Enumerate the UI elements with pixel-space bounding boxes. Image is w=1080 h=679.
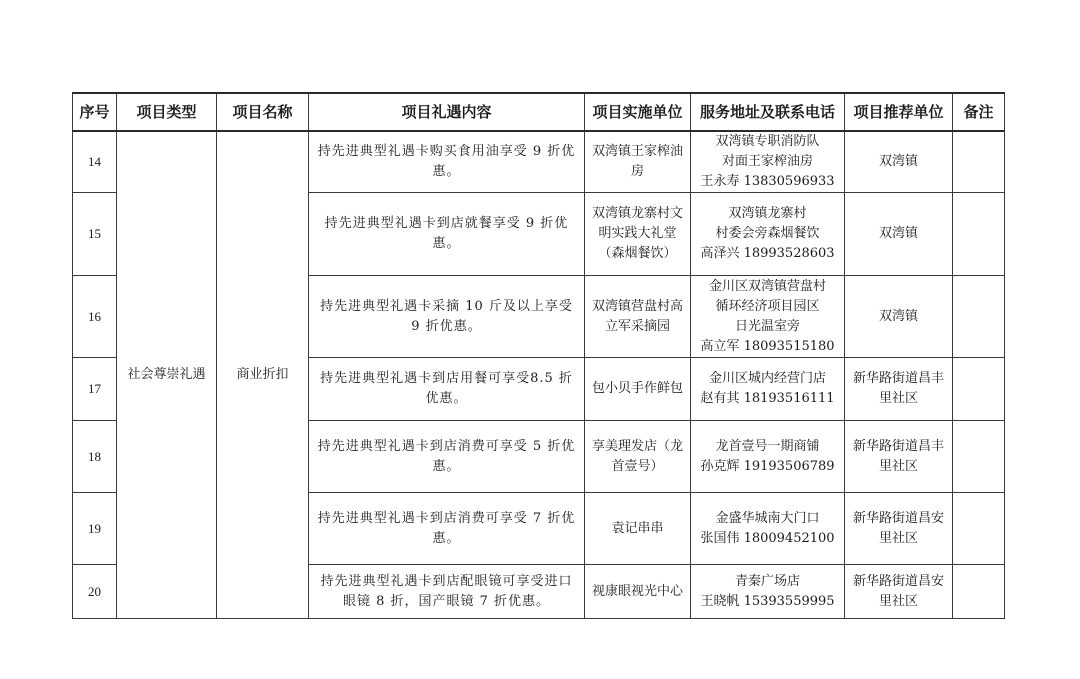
implementing-unit: 包小贝手作鲜包 [585, 358, 691, 421]
header-implementing-unit: 项目实施单位 [585, 93, 691, 131]
remark-cell [953, 193, 1005, 276]
table-header-row [73, 93, 1005, 131]
remark-cell [953, 358, 1005, 421]
row-seq: 19 [73, 493, 117, 565]
benefit-content: 持先进典型礼遇卡到店配眼镜可享受进口眼镜 8 折，国产眼镜 7 折优惠。 [309, 565, 585, 619]
recommending-unit: 新华路街道昌安里社区 [845, 565, 953, 619]
recommending-unit: 双湾镇 [845, 276, 953, 358]
address-phone [691, 131, 845, 193]
contact-line: 高立军 18093515180 [700, 338, 835, 354]
row-seq: 17 [73, 358, 117, 421]
benefits-table [72, 92, 1005, 619]
address-line: 循环经济项目园区 [715, 298, 820, 314]
implementing-unit: 双湾镇营盘村高立军采摘园 [585, 276, 691, 358]
remark-cell [953, 565, 1005, 619]
contact-line: 张国伟 18009452100 [700, 530, 835, 546]
row-seq: 16 [73, 276, 117, 358]
address-phone [691, 493, 845, 565]
recommending-unit: 双湾镇 [845, 193, 953, 276]
implementing-unit: 双湾镇王家榨油房 [585, 131, 691, 193]
address-line: 青秦广场店 [734, 573, 800, 589]
address-line: 双湾镇专职消防队 [715, 134, 820, 149]
benefit-content: 持先进典型礼遇卡购买食用油享受 9 折优惠。 [309, 131, 585, 193]
remark-cell [953, 421, 1005, 493]
header-seq: 序号 [73, 93, 117, 131]
benefit-content: 持先进典型礼遇卡到店用餐可享受8.5 折优惠。 [309, 358, 585, 421]
row-seq: 20 [73, 565, 117, 619]
recommending-unit: 新华路街道昌安里社区 [845, 493, 953, 565]
contact-line: 赵有其 18193516111 [700, 391, 835, 406]
recommending-unit: 新华路街道昌丰里社区 [845, 358, 953, 421]
benefit-content: 持先进典型礼遇卡到店就餐享受 9 折优惠。 [309, 193, 585, 276]
address-line: 村委会旁森烟餐饮 [715, 226, 820, 241]
recommending-unit: 双湾镇 [845, 131, 953, 193]
address-line: 金川区双湾镇营盘村 [708, 278, 826, 294]
remark-cell [953, 493, 1005, 565]
recommending-unit: 新华路街道昌丰里社区 [845, 421, 953, 493]
header-recommending-unit: 项目推荐单位 [845, 93, 953, 131]
table-row [73, 131, 1005, 193]
contact-line: 孙克辉 19193506789 [700, 458, 835, 474]
benefit-content: 持先进典型礼遇卡到店消费可享受 5 折优惠。 [309, 421, 585, 493]
address-phone [691, 565, 845, 619]
address-line: 双湾镇龙寨村 [728, 206, 807, 221]
address-line: 金川区城内经营门店 [708, 371, 826, 386]
project-name-cell: 商业折扣 [217, 131, 309, 619]
implementing-unit: 享美理发店（龙首壹号） [585, 421, 691, 493]
benefit-content: 持先进典型礼遇卡采摘 10 斤及以上享受 9 折优惠。 [309, 276, 585, 358]
row-seq: 18 [73, 421, 117, 493]
implementing-unit: 双湾镇龙寨村文明实践大礼堂（森烟餐饮） [585, 193, 691, 276]
address-line: 龙首壹号一期商铺 [715, 438, 820, 454]
address-phone [691, 193, 845, 276]
row-seq: 14 [73, 131, 117, 193]
implementing-unit: 视康眼视光中心 [585, 565, 691, 619]
remark-cell [953, 276, 1005, 358]
address-phone [691, 276, 845, 358]
project-type-cell: 社会尊崇礼遇 [117, 131, 217, 619]
header-address-phone: 服务地址及联系电话 [691, 93, 845, 131]
benefit-content: 持先进典型礼遇卡到店消费可享受 7 折优惠。 [309, 493, 585, 565]
address-line: 对面王家榨油房 [721, 154, 813, 169]
address-line: 金盛华城南大门口 [715, 510, 820, 526]
remark-cell [953, 131, 1005, 193]
address-line: 日光温室旁 [734, 318, 800, 334]
contact-line: 王晓帆 15393559995 [700, 593, 835, 609]
header-remarks: 备注 [953, 93, 1005, 131]
implementing-unit: 袁记串串 [585, 493, 691, 565]
row-seq: 15 [73, 193, 117, 276]
header-benefit-content: 项目礼遇内容 [309, 93, 585, 131]
address-phone [691, 358, 845, 421]
address-phone [691, 421, 845, 493]
contact-line: 高泽兴 18993528603 [700, 246, 835, 261]
contact-line: 王永寿 13830596933 [700, 174, 835, 189]
header-project-name: 项目名称 [217, 93, 309, 131]
header-project-type: 项目类型 [117, 93, 217, 131]
